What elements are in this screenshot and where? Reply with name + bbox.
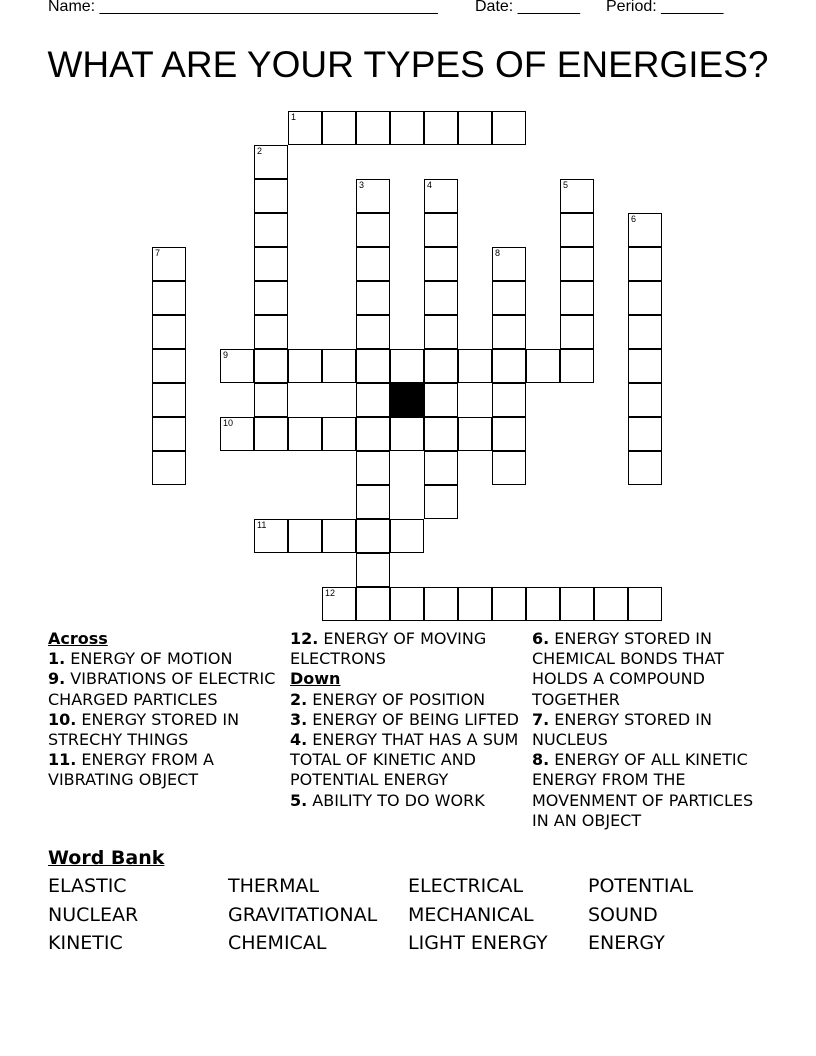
crossword-cell[interactable] bbox=[356, 111, 390, 145]
clue-number: 6. bbox=[532, 629, 550, 648]
crossword-cell[interactable] bbox=[288, 519, 322, 553]
down-heading: Down bbox=[290, 669, 341, 689]
clue-across-12 bbox=[290, 629, 522, 669]
crossword-cell[interactable] bbox=[152, 417, 186, 451]
clue-text: ENERGY FROM A VIBRATING OBJECT bbox=[48, 750, 214, 790]
word-bank-item: KINETIC bbox=[48, 932, 123, 954]
crossword-cell[interactable] bbox=[526, 587, 560, 621]
clue-number: 8. bbox=[532, 750, 550, 770]
clue-column-1 bbox=[48, 629, 280, 791]
crossword-cell[interactable] bbox=[560, 179, 594, 213]
crossword-cell[interactable] bbox=[424, 179, 458, 213]
crossword-cell[interactable] bbox=[458, 417, 492, 451]
crossword-cell[interactable] bbox=[356, 213, 390, 247]
crossword-cell[interactable] bbox=[152, 315, 186, 349]
crossword-block-cell bbox=[390, 383, 424, 417]
crossword-cell[interactable] bbox=[152, 349, 186, 383]
crossword-cell[interactable] bbox=[356, 179, 390, 213]
crossword-cell[interactable] bbox=[492, 451, 526, 485]
crossword-cell[interactable] bbox=[322, 417, 356, 451]
across-heading: Across bbox=[48, 629, 108, 648]
name-field-label: Name: ______________________________________ bbox=[48, 0, 438, 15]
word-bank-item: ENERGY bbox=[588, 932, 665, 954]
clue-down-2 bbox=[290, 690, 522, 710]
cell-number: 7 bbox=[155, 248, 161, 258]
crossword-cell[interactable] bbox=[628, 383, 662, 417]
crossword-cell[interactable] bbox=[322, 111, 356, 145]
word-bank-title: Word Bank bbox=[48, 847, 165, 869]
crossword-cell[interactable] bbox=[492, 383, 526, 417]
crossword-cell[interactable] bbox=[356, 417, 390, 451]
crossword-cell[interactable] bbox=[560, 213, 594, 247]
crossword-cell[interactable] bbox=[628, 349, 662, 383]
crossword-cell[interactable] bbox=[458, 349, 492, 383]
crossword-cell[interactable] bbox=[628, 213, 662, 247]
crossword-cell[interactable] bbox=[152, 247, 186, 281]
crossword-cell[interactable] bbox=[424, 451, 458, 485]
word-bank-item: SOUND bbox=[588, 904, 658, 926]
crossword-cell[interactable] bbox=[424, 315, 458, 349]
crossword-cell[interactable] bbox=[492, 281, 526, 315]
clue-number: 10. bbox=[48, 709, 77, 729]
cell-number: 5 bbox=[563, 180, 569, 190]
crossword-cell[interactable] bbox=[322, 587, 356, 621]
clue-number: 12. bbox=[290, 629, 319, 648]
cell-number: 10 bbox=[223, 418, 234, 428]
crossword-cell[interactable] bbox=[560, 587, 594, 621]
crossword-cell[interactable] bbox=[424, 485, 458, 519]
crossword-cell[interactable] bbox=[390, 111, 424, 145]
crossword-cell[interactable] bbox=[424, 247, 458, 281]
crossword-cell[interactable] bbox=[254, 519, 288, 553]
cell-number: 1 bbox=[291, 112, 297, 122]
crossword-cell[interactable] bbox=[424, 417, 458, 451]
crossword-cell[interactable] bbox=[492, 349, 526, 383]
clue-text: ENERGY OF MOTION bbox=[65, 649, 233, 669]
crossword-cell[interactable] bbox=[492, 315, 526, 349]
clue-down-3 bbox=[290, 710, 522, 730]
crossword-cell[interactable] bbox=[560, 247, 594, 281]
crossword-cell[interactable] bbox=[492, 587, 526, 621]
clue-text: ENERGY THAT HAS A SUM TOTAL OF KINETIC AND POTENTIAL ENERGY bbox=[290, 730, 519, 790]
crossword-cell[interactable] bbox=[220, 417, 254, 451]
crossword-cell[interactable] bbox=[492, 417, 526, 451]
cell-number: 11 bbox=[257, 520, 267, 530]
clue-across-9 bbox=[48, 669, 280, 709]
crossword-cell[interactable] bbox=[628, 587, 662, 621]
crossword-cell[interactable] bbox=[220, 349, 254, 383]
crossword-cell[interactable] bbox=[628, 417, 662, 451]
clue-number: 9. bbox=[48, 669, 66, 689]
cell-number: 8 bbox=[495, 248, 501, 258]
crossword-cell[interactable] bbox=[254, 213, 288, 247]
word-bank-item: ELECTRICAL bbox=[408, 875, 524, 897]
clue-text: ENERGY OF MOVING ELECTRONS bbox=[290, 629, 487, 669]
clue-text: ENERGY OF BEING LIFTED bbox=[307, 709, 519, 729]
clue-number: 4. bbox=[290, 730, 308, 750]
crossword-cell[interactable] bbox=[254, 247, 288, 281]
crossword-cell[interactable] bbox=[356, 281, 390, 315]
crossword-cell[interactable] bbox=[322, 349, 356, 383]
period-field-label: Period: _______ bbox=[606, 0, 724, 15]
crossword-cell[interactable] bbox=[628, 451, 662, 485]
crossword-cell[interactable] bbox=[492, 247, 526, 281]
word-bank-item: THERMAL bbox=[228, 875, 320, 897]
crossword-cell[interactable] bbox=[628, 281, 662, 315]
word-bank-item: NUCLEAR bbox=[48, 904, 139, 926]
clue-text: ENERGY STORED IN NUCLEUS bbox=[532, 709, 712, 750]
crossword-cell[interactable] bbox=[424, 383, 458, 417]
crossword-cell[interactable] bbox=[356, 315, 390, 349]
crossword-cell[interactable] bbox=[356, 587, 390, 621]
crossword-cell[interactable] bbox=[390, 349, 424, 383]
clue-text: ENERGY OF ALL KINETIC ENERGY FROM THE MOVENMENT OF PARTICLES IN AN OBJECT bbox=[532, 750, 754, 830]
crossword-cell[interactable] bbox=[628, 315, 662, 349]
crossword-cell[interactable] bbox=[356, 383, 390, 417]
crossword-cell[interactable] bbox=[288, 111, 322, 145]
crossword-cell[interactable] bbox=[492, 111, 526, 145]
crossword-cell[interactable] bbox=[560, 349, 594, 383]
clue-number: 3. bbox=[290, 709, 308, 729]
word-bank-item: MECHANICAL bbox=[408, 904, 534, 926]
cell-number: 2 bbox=[257, 146, 263, 156]
clue-text: ENERGY STORED IN STRECHY THINGS bbox=[48, 709, 240, 750]
word-bank-item: LIGHT ENERGY bbox=[408, 932, 548, 954]
cell-number: 3 bbox=[359, 180, 365, 190]
word-bank-item: GRAVITATIONAL bbox=[228, 904, 378, 926]
clue-text: ENERGY STORED IN CHEMICAL BONDS THAT HOLDS A COMPOUND TOGETHER bbox=[532, 629, 725, 709]
crossword-cell[interactable] bbox=[458, 587, 492, 621]
cell-number: 4 bbox=[427, 180, 433, 190]
clue-text: ENERGY OF POSITION bbox=[307, 689, 486, 709]
clue-across-10 bbox=[48, 710, 280, 750]
clue-across-11 bbox=[48, 750, 280, 790]
crossword-cell[interactable] bbox=[254, 417, 288, 451]
crossword-cell[interactable] bbox=[424, 349, 458, 383]
clue-across-1 bbox=[48, 649, 280, 669]
clue-down-6 bbox=[532, 629, 764, 710]
crossword-cell[interactable] bbox=[254, 315, 288, 349]
word-bank-item: CHEMICAL bbox=[228, 932, 327, 954]
clue-number: 1. bbox=[48, 649, 66, 669]
crossword-cell[interactable] bbox=[356, 485, 390, 519]
crossword-cell[interactable] bbox=[152, 281, 186, 315]
crossword-cell[interactable] bbox=[560, 281, 594, 315]
crossword-cell[interactable] bbox=[390, 519, 424, 553]
crossword-cell[interactable] bbox=[152, 451, 186, 485]
cell-number: 6 bbox=[631, 214, 637, 224]
date-field-label: Date: _______ bbox=[475, 0, 580, 15]
cell-number: 9 bbox=[223, 350, 229, 360]
clue-down-5 bbox=[290, 791, 522, 811]
crossword-cell[interactable] bbox=[254, 349, 288, 383]
crossword-cell[interactable] bbox=[254, 145, 288, 179]
crossword-cell[interactable] bbox=[356, 519, 390, 553]
crossword-cell[interactable] bbox=[322, 519, 356, 553]
crossword-cell[interactable] bbox=[356, 451, 390, 485]
word-bank-item: ELASTIC bbox=[48, 875, 127, 897]
crossword-cell[interactable] bbox=[254, 281, 288, 315]
clue-down-7 bbox=[532, 710, 764, 750]
crossword-cell[interactable] bbox=[356, 247, 390, 281]
crossword-cell[interactable] bbox=[288, 417, 322, 451]
crossword-cell[interactable] bbox=[254, 383, 288, 417]
crossword-cell[interactable] bbox=[424, 213, 458, 247]
crossword-cell[interactable] bbox=[594, 587, 628, 621]
cell-number: 12 bbox=[325, 588, 336, 598]
crossword-cell[interactable] bbox=[526, 349, 560, 383]
clue-text: VIBRATIONS OF ELECTRIC CHARGED PARTICLES bbox=[48, 669, 276, 709]
crossword-cell[interactable] bbox=[424, 281, 458, 315]
clue-number: 7. bbox=[532, 709, 550, 729]
crossword-cell[interactable] bbox=[390, 417, 424, 451]
clue-number: 11. bbox=[48, 750, 77, 770]
crossword-cell[interactable] bbox=[424, 111, 458, 145]
crossword-cell[interactable] bbox=[424, 587, 458, 621]
clue-down-4 bbox=[290, 730, 522, 791]
crossword-cell[interactable] bbox=[254, 179, 288, 213]
clue-column-2 bbox=[290, 629, 522, 811]
clue-column-3 bbox=[532, 629, 764, 831]
crossword-cell[interactable] bbox=[390, 587, 424, 621]
crossword-cell[interactable] bbox=[356, 349, 390, 383]
crossword-cell[interactable] bbox=[458, 111, 492, 145]
page-title: WHAT ARE YOUR TYPES OF ENERGIES? bbox=[47, 44, 769, 85]
crossword-cell[interactable] bbox=[288, 349, 322, 383]
clue-number: 5. bbox=[290, 790, 308, 810]
crossword-cell[interactable] bbox=[628, 247, 662, 281]
word-bank-item: POTENTIAL bbox=[588, 875, 694, 897]
crossword-cell[interactable] bbox=[560, 315, 594, 349]
crossword-cell[interactable] bbox=[356, 553, 390, 587]
clue-down-8 bbox=[532, 750, 764, 831]
clue-text: ABILITY TO DO WORK bbox=[307, 790, 485, 810]
clue-number: 2. bbox=[290, 689, 308, 709]
crossword-cell[interactable] bbox=[152, 383, 186, 417]
